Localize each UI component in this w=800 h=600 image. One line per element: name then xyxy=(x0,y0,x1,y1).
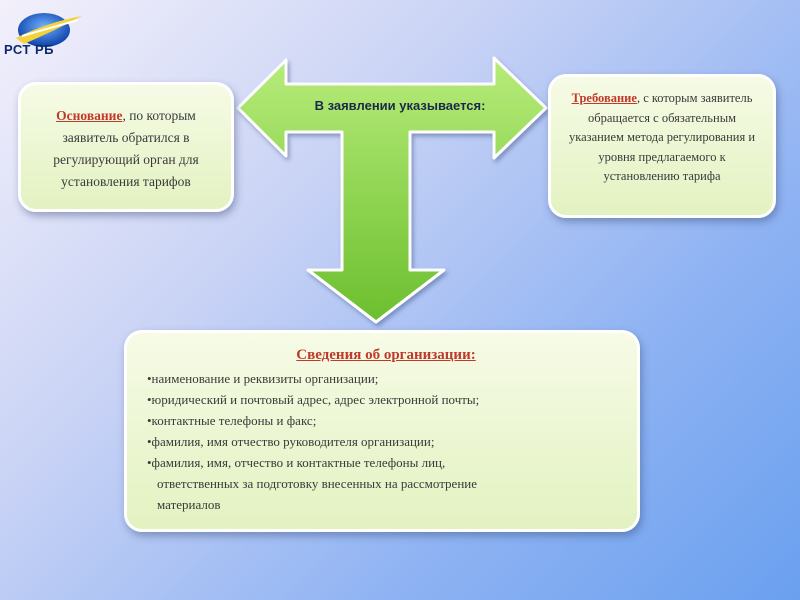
arrow-label: В заявлении указывается: xyxy=(314,98,486,113)
list-item-continuation: материалов xyxy=(157,497,221,512)
organization-info-title: Сведения об организации: xyxy=(296,347,476,363)
organization-info-box xyxy=(124,330,640,532)
list-item: •контактные телефоны и факс; xyxy=(147,413,317,428)
logo-text: РСТ РБ xyxy=(4,42,54,57)
basis-box xyxy=(18,82,234,212)
requirement-box xyxy=(548,74,776,218)
list-item: •фамилия, имя, отчество и контактные телефоны лиц, xyxy=(147,455,446,470)
basis-text: , по которым заявитель обратился в регулирующий орган для установления тарифов xyxy=(53,108,199,189)
basis-keyword: Основание xyxy=(56,108,123,123)
list-item: •юридический и почтовый адрес, адрес электронной почты; xyxy=(147,392,480,407)
requirement-keyword: Требование xyxy=(571,91,637,105)
requirement-text: , с которым заявитель обращается с обязательным указанием метода регулирования и уровня предлагаемого к установлению тарифа xyxy=(568,91,756,183)
list-item: •наименование и реквизиты организации; xyxy=(147,371,379,386)
list-item-continuation: ответственных за подготовку внесенных на рассмотрение xyxy=(157,476,478,491)
list-item: •фамилия, имя отчество руководителя организации; xyxy=(147,434,435,449)
